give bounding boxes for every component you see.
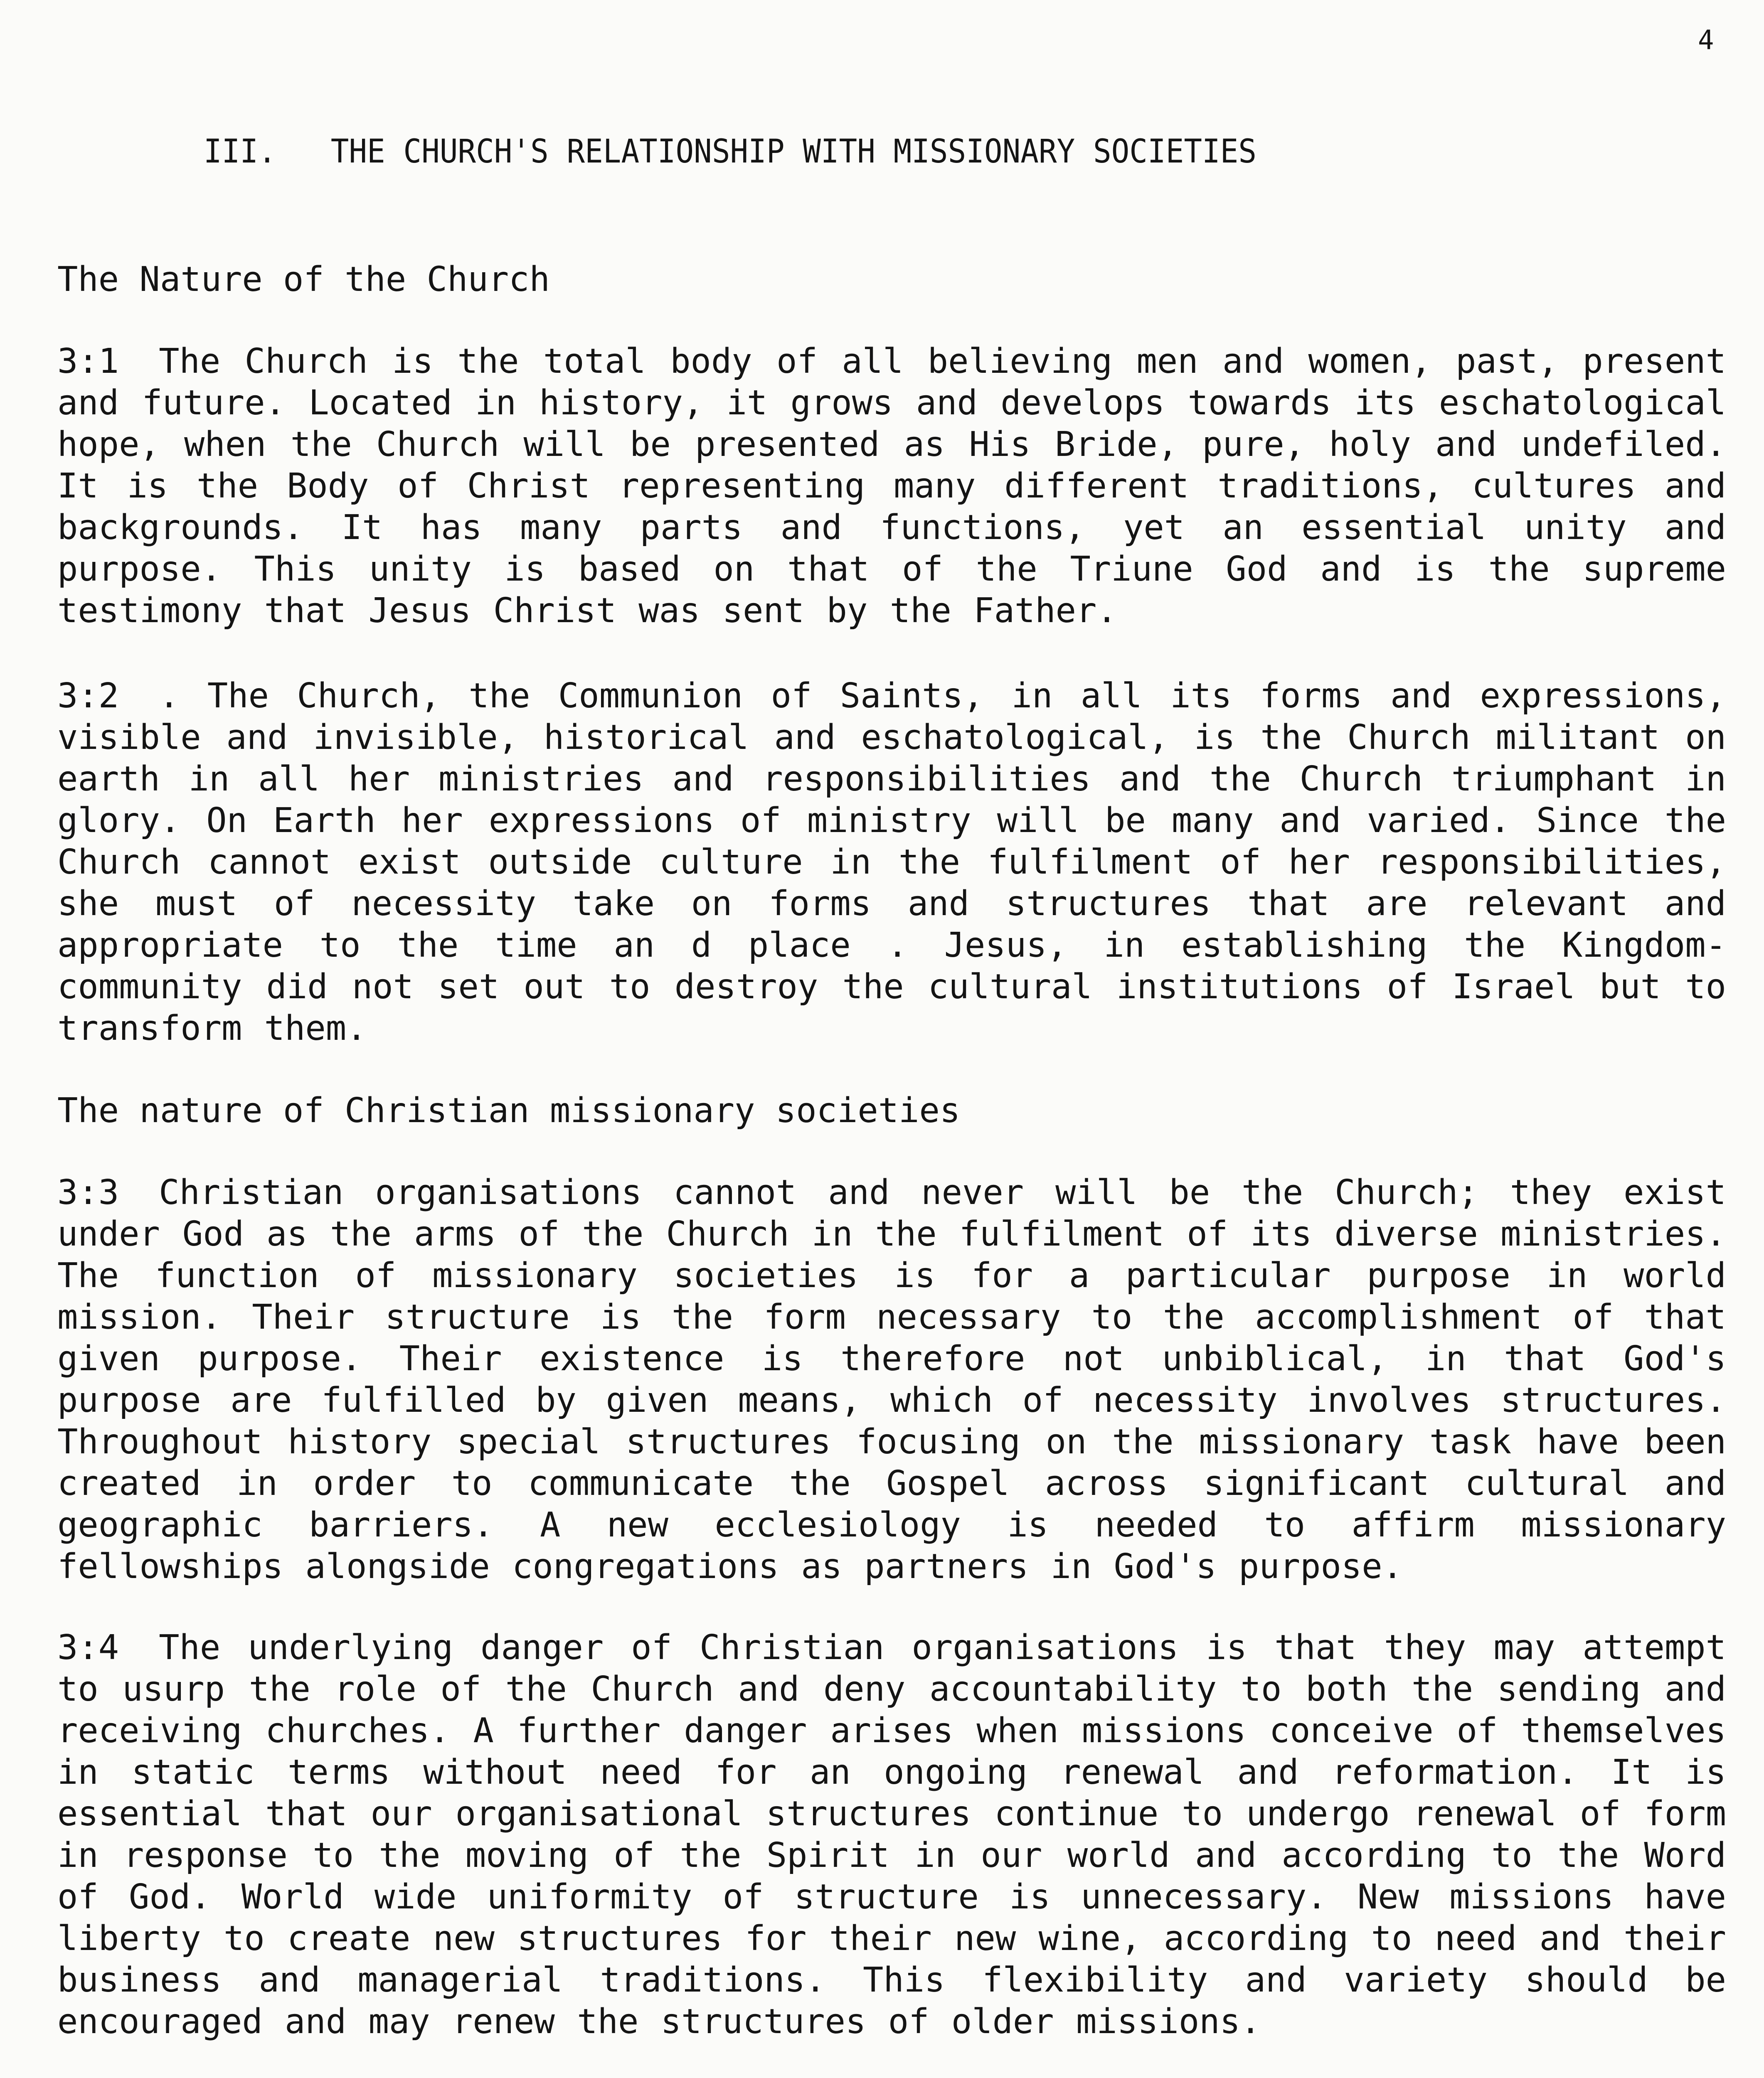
paragraph-number: 3:4 bbox=[57, 1628, 119, 1667]
paragraph-number: 3:1 bbox=[57, 342, 119, 381]
paragraph-number: 3:3 bbox=[57, 1173, 119, 1212]
paragraph-3-3 bbox=[57, 1172, 1726, 1588]
paragraph-text: . The Church, the Communion of Saints, in all its forms and expressions, visible and invisible, historical and eschatological, is the Church militant on earth in all her ministries and responsibilities and the Church triumphant in glory. On Earth her expressions of ministry will be many and varied. Since the Church cannot exist outside culture in the fulfilment of her responsibilities, she must of necessity take on forms and structures that are relevant and appropriate to the time an d place . Jesus, in establishing the Kingdom-community did not set out to destroy the cultural institutions of Israel but to transform them. bbox=[57, 676, 1726, 1048]
section-heading: III. THE CHURCH'S RELATIONSHIP WITH MISSIONARY SOCIETIES bbox=[204, 133, 1257, 170]
paragraph-3-1 bbox=[57, 341, 1726, 632]
paragraph-text: The underlying danger of Christian organisations is that they may attempt to usurp the role of the Church and deny accountability to both the sending and receiving churches. A further danger arises when missions conceive of themselves in static terms without need for an ongoing renewal and reformation. It is essential that our organisational structures continue to undergo renewal of form in response to the moving of the Spirit in our world and according to the Word of God. World wide uniformity of structure is unnecessary. New missions have liberty to create new structures for their new wine, according to need and their business and managerial traditions. This flexibility and variety should be encouraged and may renew the structures of older missions. bbox=[57, 1628, 1726, 2041]
paragraph-number: 3:2 bbox=[57, 676, 119, 716]
subheading-nature-of-church: The Nature of the Church bbox=[57, 260, 550, 299]
paragraph-3-4 bbox=[57, 1627, 1726, 2043]
subheading-nature-of-societies: The nature of Christian missionary societies bbox=[57, 1091, 961, 1130]
page-number: 4 bbox=[1698, 25, 1714, 56]
paragraph-text: The Church is the total body of all believing men and women, past, present and future. Located in history, it grows and develops towards its eschatological hope, when the Church will be presented as His Bride, pure, holy and undefiled. It is the Body of Christ representing many different traditions, cultures and backgrounds. It has many parts and functions, yet an essential unity and purpose. This unity is based on that of the Triune God and is the supreme testimony that Jesus Christ was sent by the Father. bbox=[57, 342, 1726, 630]
paragraph-text: Christian organisations cannot and never will be the Church; they exist under God as the arms of the Church in the fulfilment of its diverse ministries. The function of missionary societies is for a particular purpose in world mission. Their structure is the form necessary to the accomplishment of that given purpose. Their existence is therefore not unbiblical, in that God's purpose are fulfilled by given means, which of necessity involves structures. Throughout history special structures focusing on the missionary task have been created in order to communicate the Gospel across significant cultural and geographic barriers. A new ecclesiology is needed to affirm missionary fellowships alongside congregations as partners in God's purpose. bbox=[57, 1173, 1726, 1586]
paragraph-3-2 bbox=[57, 675, 1726, 1049]
